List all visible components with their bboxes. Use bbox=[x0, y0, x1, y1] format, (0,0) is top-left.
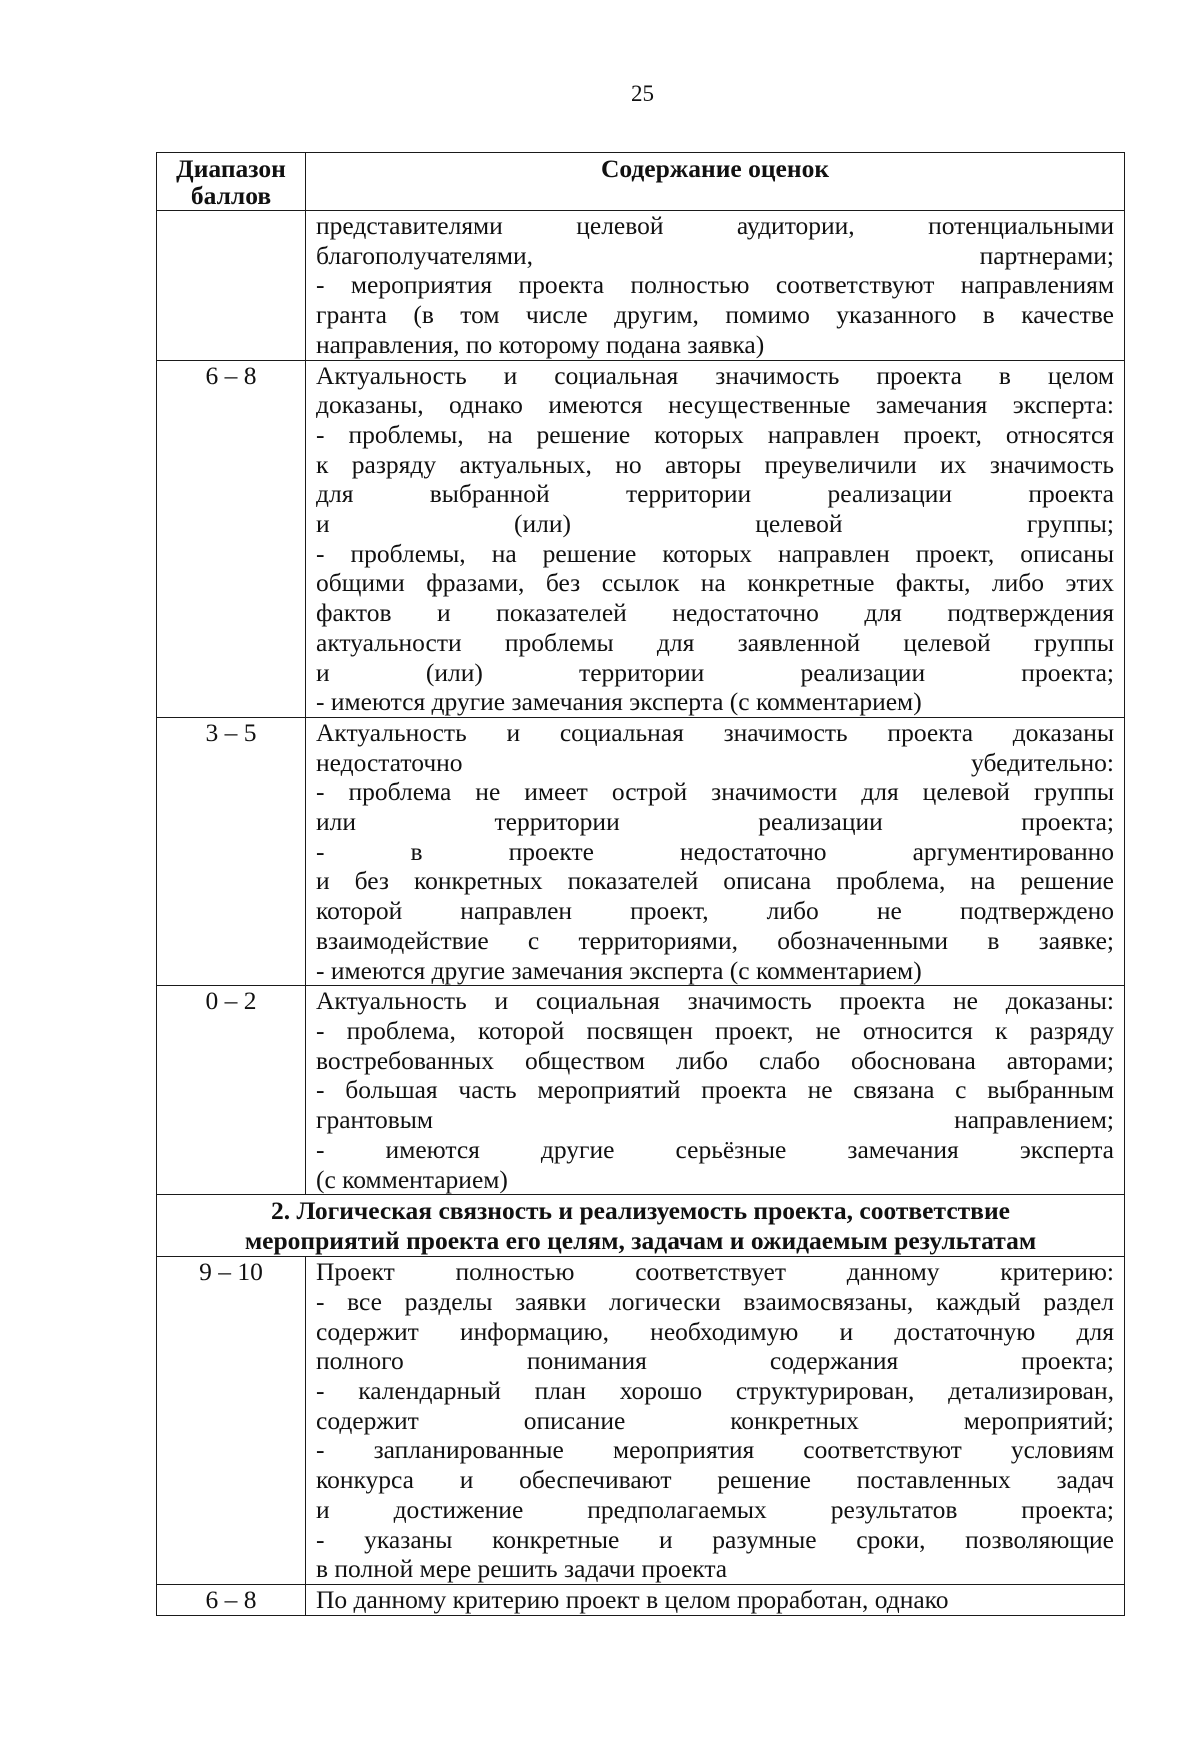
description-line: в полной мере решить задачи проекта bbox=[316, 1554, 728, 1584]
score-description-cell bbox=[306, 211, 1125, 361]
description-line: доказаны, однако имеются несущественные замечания эксперта: bbox=[316, 390, 1114, 420]
description-line: - проблемы, на решение которых направлен проект, относятся bbox=[316, 419, 1114, 449]
description-line: полного понимания содержания проекта; bbox=[316, 1346, 1114, 1376]
section-title bbox=[157, 1195, 1125, 1257]
description-line: грантовым направлением; bbox=[316, 1105, 1114, 1135]
description-line: представителями целевой аудитории, потенциальными bbox=[316, 211, 1114, 240]
table-row bbox=[157, 717, 1125, 985]
section-title-line: мероприятий проекта его целям, задачам и ожидаемым результатам bbox=[244, 1226, 1037, 1256]
score-description-cell bbox=[306, 1584, 1125, 1615]
table-row bbox=[157, 360, 1125, 717]
description-line: и достижение предполагаемых результатов проекта; bbox=[316, 1494, 1114, 1524]
score-range-cell: 6 – 8 bbox=[157, 360, 306, 717]
description-line: или территории реализации проекта; bbox=[316, 807, 1114, 837]
description-line: гранта (в том числе другим, помимо указанного в качестве bbox=[316, 300, 1114, 330]
section-header-row bbox=[157, 1195, 1125, 1257]
description-line: (с комментарием) bbox=[316, 1164, 508, 1194]
description-line: актуальности проблемы для заявленной целевой группы bbox=[316, 627, 1114, 657]
score-range-cell bbox=[157, 211, 306, 361]
description-line: и без конкретных показателей описана проблема, на решение bbox=[316, 866, 1114, 896]
description-line: - указаны конкретные и разумные сроки, позволяющие bbox=[316, 1524, 1114, 1554]
description-line: благополучателями, партнерами; bbox=[316, 240, 1114, 270]
table-row bbox=[157, 1584, 1125, 1615]
description-line: - мероприятия проекта полностью соответствуют направлениям bbox=[316, 270, 1114, 300]
description-line: направления, по которому подана заявка) bbox=[316, 329, 765, 359]
score-description-cell bbox=[306, 986, 1125, 1195]
description-line: - проблема не имеет острой значимости для целевой группы bbox=[316, 777, 1114, 807]
score-description-cell bbox=[306, 360, 1125, 717]
page-number: 25 bbox=[631, 81, 654, 106]
description-line: и (или) территории реализации проекта; bbox=[316, 657, 1114, 687]
description-line: Актуальность и социальная значимость проекта в целом bbox=[316, 360, 1114, 390]
description-line: конкурса и обеспечивают решение поставленных задач bbox=[316, 1465, 1114, 1495]
description-line: Проект полностью соответствует данному критерию: bbox=[316, 1257, 1114, 1287]
table-header-row bbox=[157, 153, 1125, 211]
header-content: Содержание оценок bbox=[306, 153, 1125, 211]
description-line: - большая часть мероприятий проекта не связана с выбранным bbox=[316, 1075, 1114, 1105]
description-line: Актуальность и социальная значимость проекта доказаны bbox=[316, 717, 1114, 747]
description-line: недостаточно убедительно: bbox=[316, 747, 1114, 777]
score-description-cell bbox=[306, 1257, 1125, 1585]
description-line: содержит информацию, необходимую и достаточную для bbox=[316, 1316, 1114, 1346]
description-line: к разряду актуальных, но авторы преувеличили их значимость bbox=[316, 449, 1114, 479]
description-line: для выбранной территории реализации проекта bbox=[316, 479, 1114, 509]
score-criteria-table bbox=[156, 152, 1125, 1616]
description-line: - все разделы заявки логически взаимосвязаны, каждый раздел bbox=[316, 1286, 1114, 1316]
description-line: востребованных обществом либо слабо обоснована авторами; bbox=[316, 1045, 1114, 1075]
description-line: общими фразами, без ссылок на конкретные факты, либо этих bbox=[316, 568, 1114, 598]
header-range: Диапазон баллов bbox=[157, 153, 306, 211]
description-line: - в проекте недостаточно аргументированно bbox=[316, 836, 1114, 866]
description-line: - имеются другие замечания эксперта (с комментарием) bbox=[316, 955, 922, 985]
score-range-cell: 0 – 2 bbox=[157, 986, 306, 1195]
description-line: фактов и показателей недостаточно для подтверждения bbox=[316, 598, 1114, 628]
description-line: - проблема, которой посвящен проект, не относится к разряду bbox=[316, 1015, 1114, 1045]
table-row bbox=[157, 986, 1125, 1195]
section-title-line: 2. Логическая связность и реализуемость проекта, соответствие bbox=[271, 1196, 1010, 1226]
description-line: - запланированные мероприятия соответствуют условиям bbox=[316, 1435, 1114, 1465]
description-line: - календарный план хорошо структурирован, детализирован, bbox=[316, 1376, 1114, 1406]
description-line: Актуальность и социальная значимость проекта не доказаны: bbox=[316, 986, 1114, 1016]
description-line: взаимодействие с территориями, обозначенными в заявке; bbox=[316, 925, 1114, 955]
score-description-cell bbox=[306, 717, 1125, 985]
description-line: содержит описание конкретных мероприятий; bbox=[316, 1405, 1114, 1435]
score-range-cell: 9 – 10 bbox=[157, 1257, 306, 1585]
table-row bbox=[157, 211, 1125, 361]
description-line: которой направлен проект, либо не подтверждено bbox=[316, 896, 1114, 926]
description-line: - проблемы, на решение которых направлен проект, описаны bbox=[316, 538, 1114, 568]
description-line: - имеются другие замечания эксперта (с комментарием) bbox=[316, 687, 922, 717]
score-range-cell: 6 – 8 bbox=[157, 1584, 306, 1615]
table-row bbox=[157, 1257, 1125, 1585]
description-line: и (или) целевой группы; bbox=[316, 509, 1114, 539]
score-range-cell: 3 – 5 bbox=[157, 717, 306, 985]
description-line: По данному критерию проект в целом проработан, однако bbox=[316, 1584, 949, 1614]
description-line: - имеются другие серьёзные замечания эксперта bbox=[316, 1134, 1114, 1164]
